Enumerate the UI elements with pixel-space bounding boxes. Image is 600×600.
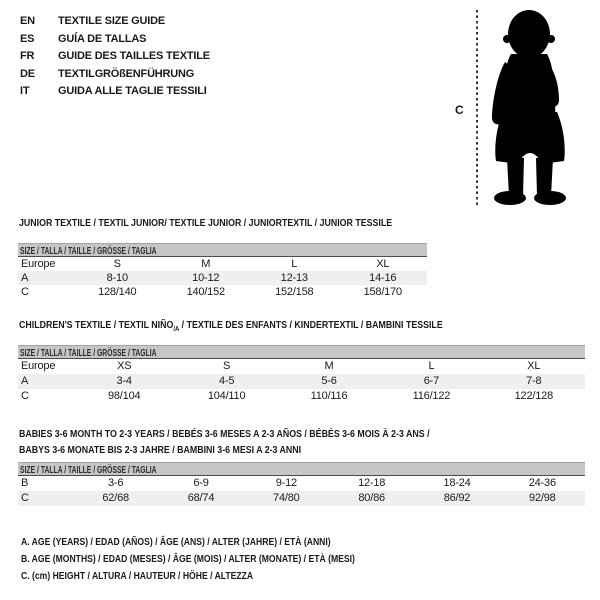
size-header-label: SIZE / TALLA / TAILLE / GRÖSSE / TAGLIA (20, 348, 157, 359)
legend-line-c: C. (cm) HEIGHT / ALTURA / HAUTEUR / HÖHE / ALTEZZA (21, 570, 254, 582)
table-cell: 98/104 (107, 390, 141, 402)
language-row (20, 66, 210, 84)
table-cell: 92/98 (529, 492, 556, 504)
language-title: TEXTILE SIZE GUIDE (58, 15, 166, 27)
table-body (18, 257, 427, 299)
table-row (18, 491, 585, 506)
table-cell: 104/110 (207, 390, 246, 402)
table-cell: XL (527, 360, 541, 372)
table-cell: M (324, 360, 334, 372)
table-cell: S (113, 258, 121, 270)
table-cell: 9-12 (275, 477, 297, 489)
language-row (20, 48, 210, 66)
table-cell: 10-12 (192, 272, 220, 284)
language-row (20, 13, 210, 31)
table-cell: 80/86 (358, 492, 385, 504)
table-cell: 3-6 (108, 477, 124, 489)
table-cell: 140/152 (186, 286, 225, 298)
table-cell: 6-9 (193, 477, 209, 489)
language-title-list (20, 13, 210, 101)
table-cell: XL (376, 258, 390, 270)
legend-line-a: A. AGE (YEARS) / EDAD (AÑOS) / ÂGE (ANS) / ALTER (JAHRE) / ETÀ (ANNI) (21, 536, 331, 548)
language-code: DE (20, 67, 35, 80)
table-cell: 68/74 (187, 492, 215, 504)
childrens-size-table (18, 345, 585, 404)
language-code: IT (20, 85, 30, 97)
language-code: ES (20, 32, 35, 45)
table-cell: 74/80 (273, 492, 300, 504)
row-label: A (21, 272, 29, 284)
height-measure-label: C (455, 103, 464, 117)
table-row (18, 285, 427, 299)
table-cell: 4-5 (218, 375, 235, 387)
size-header-bar (18, 345, 585, 359)
table-cell: 24-36 (528, 477, 556, 489)
language-row (20, 83, 210, 101)
table-cell: 12-13 (280, 272, 308, 284)
language-row (20, 31, 210, 49)
language-code: EN (20, 15, 35, 27)
table-cell: 158/170 (363, 286, 402, 298)
table-cell: L (291, 258, 298, 270)
legend (21, 534, 428, 585)
language-code: FR (20, 50, 35, 62)
baby-silhouette-icon (485, 8, 575, 208)
table-row (18, 476, 585, 491)
table-cell: 7-8 (526, 375, 542, 387)
table-cell: 6-7 (423, 375, 440, 387)
row-label: C (21, 390, 29, 402)
table-body (18, 476, 585, 506)
row-label: C (21, 286, 29, 298)
row-label: Europe (21, 360, 56, 372)
row-label: B (21, 477, 29, 489)
table-row (18, 271, 427, 285)
table-cell: 122/128 (514, 390, 554, 402)
size-header-label: SIZE / TALLA / TAILLE / GRÖSSE / TAGLIA (20, 465, 157, 476)
babies-size-table (18, 462, 585, 506)
table-cell: 12-18 (358, 477, 386, 489)
table-cell: 14-16 (369, 272, 397, 284)
table-cell: 128/140 (98, 286, 137, 298)
table-row (18, 359, 585, 374)
table-row (18, 389, 585, 404)
size-header-label: SIZE / TALLA / TAILLE / GRÖSSE / TAGLIA (20, 246, 157, 257)
table-cell: 3-4 (116, 375, 132, 387)
table-cell: S (223, 360, 231, 372)
legend-line-b: B. AGE (MONTHS) / EDAD (MESES) / ÂGE (MOIS) / ALTER (MONATE) / ETÀ (MESI) (21, 553, 355, 565)
row-label: C (21, 492, 29, 504)
table-cell: 18-24 (443, 477, 471, 489)
table-cell: 62/68 (102, 492, 129, 504)
table-cell: 110/116 (310, 390, 348, 402)
row-label: A (21, 375, 29, 387)
height-measure-dashed-line (476, 10, 478, 207)
size-header-bar (18, 243, 427, 257)
language-title: GUIDE DES TAILLES TEXTILE (58, 50, 210, 62)
table-cell: XS (117, 360, 132, 372)
language-title: GUIDA ALLE TAGLIE TESSILI (58, 85, 207, 97)
table-cell: 116/122 (412, 390, 451, 402)
table-body (18, 359, 585, 404)
junior-size-table (18, 243, 427, 299)
table-cell: M (201, 258, 211, 270)
size-header-bar (18, 462, 585, 476)
language-title: TEXTILGRÖßENFÜHRUNG (58, 67, 195, 80)
table-cell: 8-10 (106, 272, 128, 284)
table-cell: 5-6 (321, 375, 337, 387)
table-row (18, 374, 585, 389)
table-cell: L (428, 360, 435, 372)
language-title: GUÍA DE TALLAS (58, 32, 147, 45)
table-cell: 86/92 (443, 492, 471, 504)
row-label: Europe (21, 258, 56, 270)
babies-table-title: BABIES 3-6 MONTH TO 2-3 YEARS / BEBÉS 3-6 MESES A 2-3 AÑOS / BÉBÉS 3-6 MOIS À 2-3 ANS / BABYS 3-6 MONATE BIS 2-3 JAHRE / BAMBINI 3-6 MESI A 2-3 ANNI (19, 428, 430, 456)
childrens-table-title: CHILDREN'S TEXTILE / TEXTIL $NIÑO_{/A}$ / TEXTILE DES ENFANTS / KINDERTEXTIL / BAMBINI TESSILE (19, 319, 443, 334)
table-cell: 152/158 (275, 286, 314, 298)
table-row (18, 257, 427, 271)
junior-table-title: JUNIOR TEXTILE / TEXTIL JUNIOR/ TEXTILE JUNIOR / JUNIORTEXTIL / JUNIOR TESSILE (19, 217, 393, 229)
